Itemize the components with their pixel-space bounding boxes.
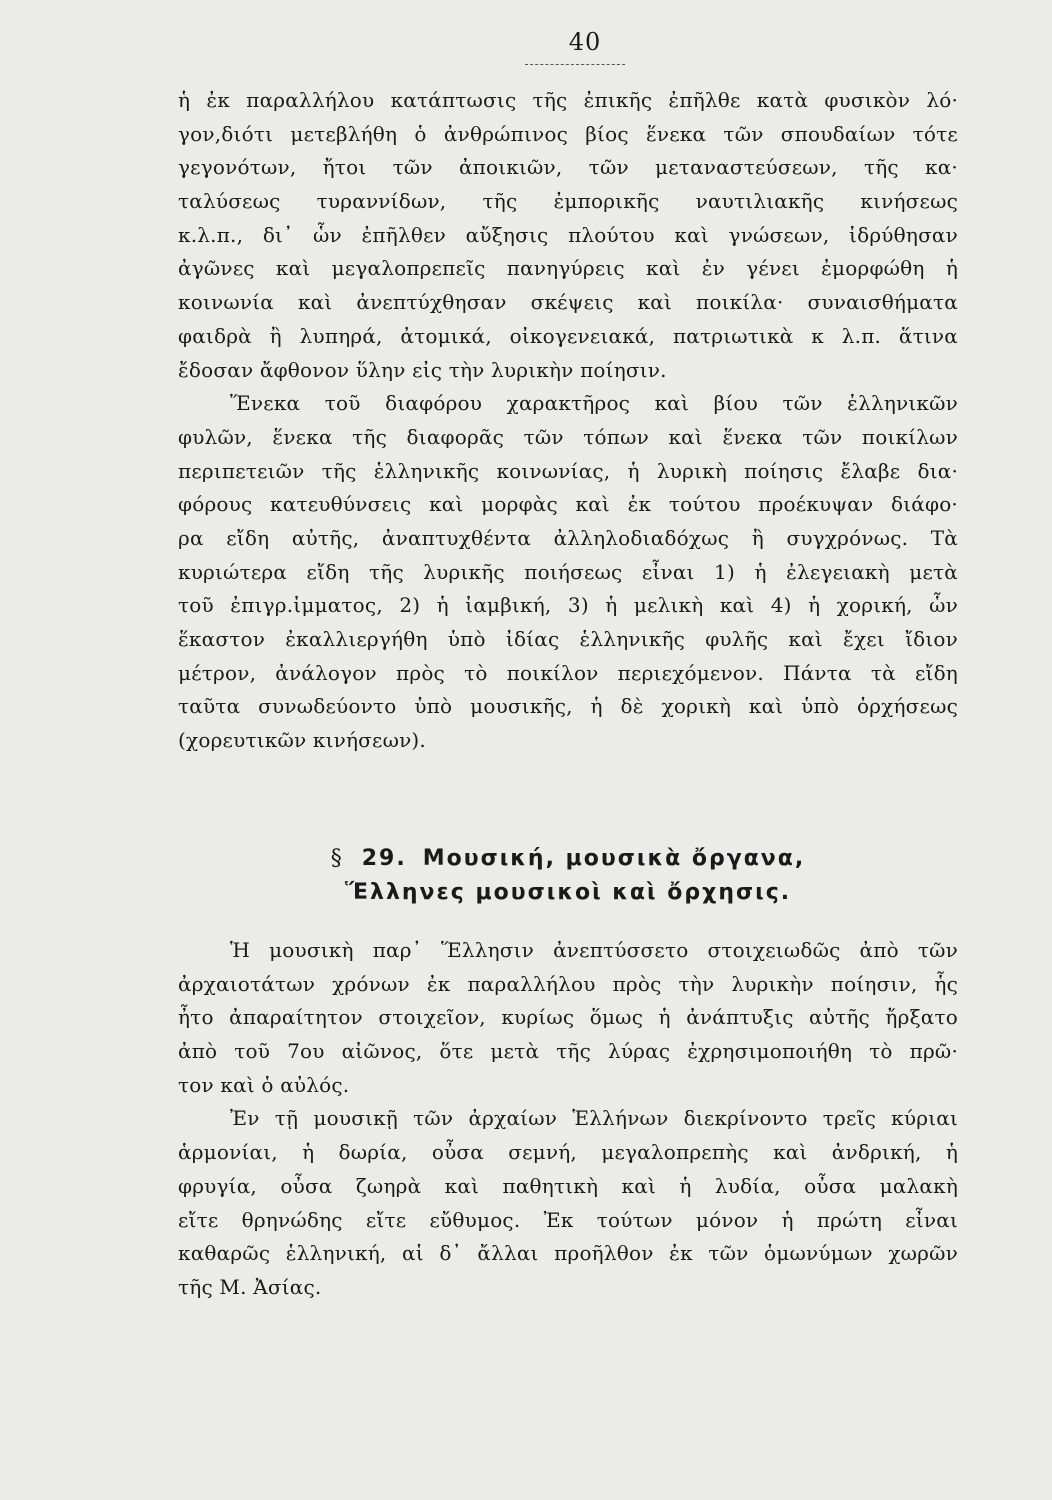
text-line: καθαρῶς ἑλληνική, αἱ δ᾽ ἄλλαι προῆλθον ἐκ τῶν ὁμωνύμων χωρῶν (178, 1241, 958, 1266)
text-line: ἕκαστον ἐκαλλιεργήθη ὑπὸ ἰδίας ἑλληνικῆς φυλῆς καὶ ἔχει ἴδιον (178, 627, 958, 651)
text-line: Ἐν τῇ μουσικῇ τῶν ἀρχαίων Ἑλλήνων διεκρίνοντο τρεῖς κύριαι (230, 1106, 958, 1131)
text-line: φαιδρὰ ἢ λυπηρά, ἀτομικά, οἰκογενειακά, πατριωτικὰ κ λ.π. ἅτινα (178, 323, 958, 348)
text-line: γεγονότων, ἤτοι τῶν ἀποικιῶν, τῶν μεταναστεύσεων, τῆς κα· (178, 155, 958, 180)
text-line: ἀπὸ τοῦ 7ου αἰῶνος, ὅτε μετὰ τῆς λύρας ἐχρησιμοποιήθη τὸ πρῶ· (178, 1039, 958, 1064)
text-line: Ἕνεκα τοῦ διαφόρου χαρακτῆρος καὶ βίου τῶν ἑλληνικῶν (230, 391, 958, 416)
text-line: ἔδοσαν ἄφθονον ὕλην εἰς τὴν λυρικὴν ποίησιν. (178, 357, 667, 382)
text-line: τοῦ ἐπιγρ.ἰμματος, 2) ἡ ἰαμβική, 3) ἡ μελικὴ καὶ 4) ἡ χορική, ὧν (178, 593, 958, 618)
section-number: 29. (361, 846, 407, 871)
text-line: ταλύσεως τυραννίδων, τῆς ἐμπορικῆς ναυτιλιακῆς κινήσεως (178, 189, 958, 214)
text-line: τῆς Μ. Ἀσίας. (178, 1274, 322, 1299)
text-line: γον,διότι μετεβλήθη ὁ ἀνθρώπινος βίος ἕνεκα τῶν σπουδαίων τότε (178, 121, 958, 146)
section-heading-line-1 (178, 842, 958, 876)
text-line: εἴτε θρηνώδης εἴτε εὔθυμος. Ἐκ τούτων μόνον ἡ πρώτη εἶναι (178, 1207, 958, 1232)
paragraph-4 (178, 1102, 958, 1304)
text-line: Ἡ μουσικὴ παρ᾽ Ἕλλησιν ἀνεπτύσσετο στοιχειωδῶς ἀπὸ τῶν (230, 938, 958, 962)
section-title-1: Μουσική, μουσικὰ ὄργανα, (422, 846, 806, 871)
text-line: ἀγῶνες καὶ μεγαλοπρεπεῖς πανηγύρεις καὶ ἐν γένει ἐμορφώθη ἡ (178, 256, 958, 281)
text-line: ἡ ἐκ παραλλήλου κατάπτωσις τῆς ἐπικῆς ἐπῆλθε κατὰ φυσικὸν λό· (178, 88, 958, 112)
text-line: ταῦτα συνωδεύοντο ὑπὸ μουσικῆς, ἡ δὲ χορικὴ καὶ ὑπὸ ὀρχήσεως (178, 694, 958, 719)
section-heading (178, 842, 958, 910)
text-line: ἀρχαιοτάτων χρόνων ἐκ παραλλήλου πρὸς τὴν λυρικὴν ποίησιν, ἧς (178, 971, 958, 996)
body-text-lower (178, 934, 958, 1305)
text-line: φυλῶν, ἕνεκα τῆς διαφορᾶς τῶν τόπων καὶ ἕνεκα τῶν ποικίλων (178, 424, 958, 449)
text-line: κ.λ.π., δι᾽ ὧν ἐπῆλθεν αὔξησις πλούτου καὶ γνώσεων, ἱδρύθησαν (178, 222, 958, 247)
header-rule (525, 64, 625, 65)
text-line: (χορευτικῶν κινήσεων). (178, 728, 426, 753)
text-line: φρυγία, οὖσα ζωηρὰ καὶ παθητικὴ καὶ ἡ λυδία, οὖσα μαλακὴ (178, 1173, 958, 1198)
paragraph-1 (178, 84, 958, 387)
section-mark: § (330, 846, 344, 871)
text-line: φόρους κατευθύνσεις καὶ μορφὰς καὶ ἐκ τούτου προέκυψαν διάφο· (178, 492, 958, 517)
text-line: κοινωνία καὶ ἀνεπτύχθησαν σκέψεις καὶ ποικίλα· συναισθήματα (178, 290, 958, 315)
paragraph-3 (178, 934, 958, 1102)
section-title-2: Ἕλληνες μουσικοὶ καὶ ὄρχησις. (344, 880, 792, 905)
text-line: περιπετειῶν τῆς ἑλληνικῆς κοινωνίας, ἡ λυρικὴ ποίησις ἔλαβε δια· (178, 458, 958, 483)
body-text-upper (178, 84, 958, 758)
text-line: ἦτο ἀπαραίτητον στοιχεῖον, κυρίως ὅμως ἡ ἀνάπτυξις αὐτῆς ἤρξατο (178, 1005, 958, 1030)
text-line: ρα εἴδη αὐτῆς, ἀναπτυχθέντα ἀλληλοδιαδόχως ἢ συγχρόνως. Τὰ (178, 525, 958, 550)
paragraph-2 (178, 387, 958, 758)
page-number: 40 (568, 28, 602, 56)
text-line: κυριώτερα εἴδη τῆς λυρικῆς ποιήσεως εἶναι 1) ἡ ἐλεγειακὴ μετὰ (178, 559, 958, 584)
text-line: ἁρμονίαι, ἡ δωρία, οὖσα σεμνή, μεγαλοπρεπὴς καὶ ἀνδρική, ἡ (178, 1140, 958, 1165)
text-line: μέτρον, ἀνάλογον πρὸς τὸ ποικίλον περιεχόμενον. Πάντα τὰ εἴδη (178, 660, 958, 685)
text-line: τον καὶ ὁ αὐλός. (178, 1072, 350, 1097)
